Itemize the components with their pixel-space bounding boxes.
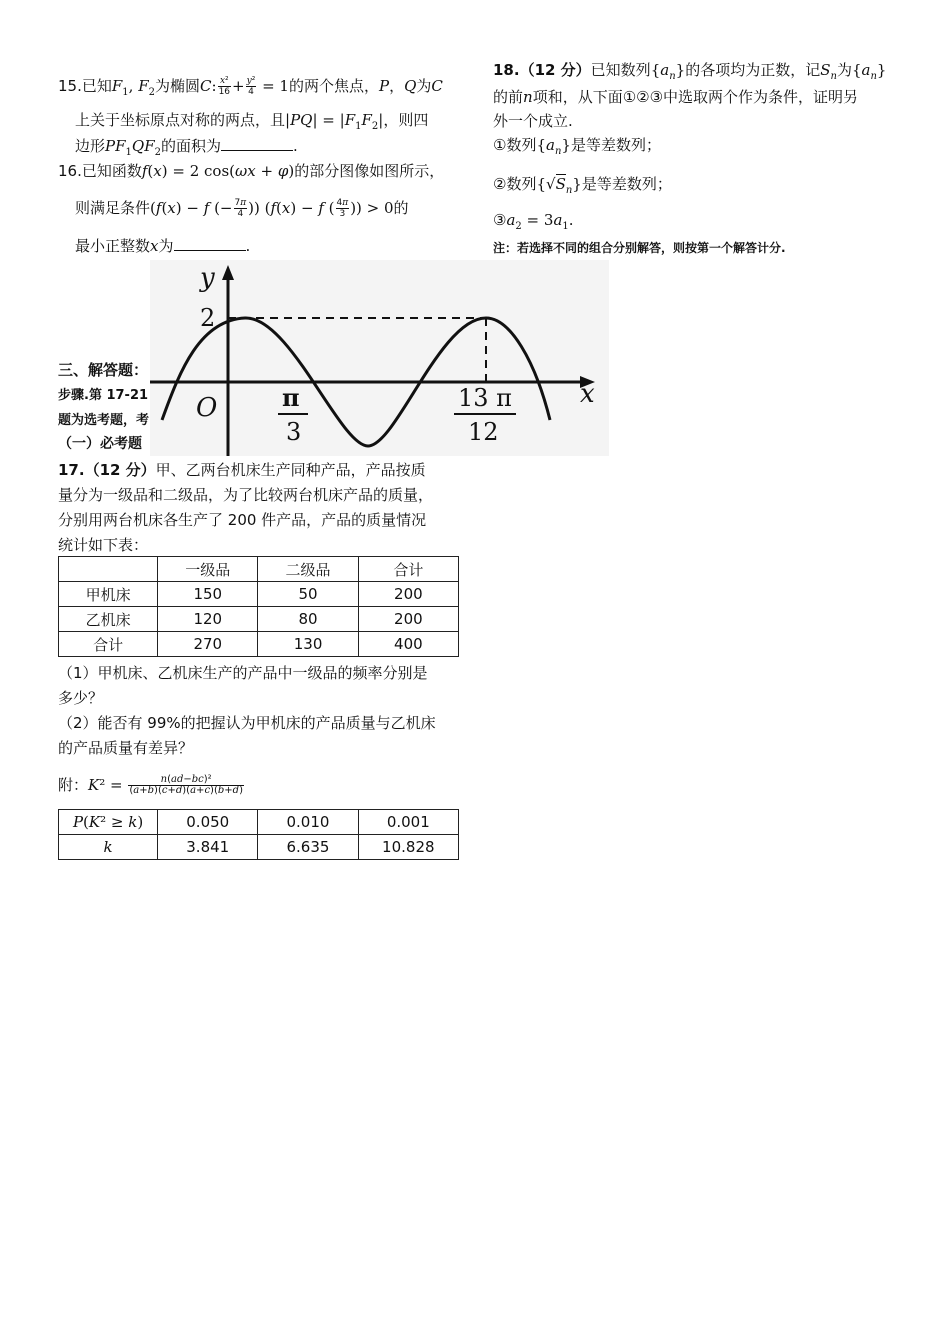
q18-note: 注：若选择不同的组合分别解答，则按第一个解答计分. <box>493 241 786 255</box>
q17-line4: 统计如下表： <box>58 536 149 554</box>
tick2-numerator: 13 π <box>458 384 512 412</box>
tick1-denominator: 3 <box>286 418 302 446</box>
table-row: k 3.841 6.635 10.828 <box>59 835 459 860</box>
y-axis-arrow <box>222 265 234 280</box>
q18-line1: 18.（12 分）已知数列$\{a_n\}$的各项均为正数，记$S_n$为$\{a_n\}$ <box>493 61 887 82</box>
section-sub: （一）必考题 <box>58 436 142 452</box>
q17-part1b: 多少？ <box>58 689 104 707</box>
q15-line2: 上关于坐标原点对称的两点，且$|PQ| = |F_1F_2|$，则四 <box>75 111 429 132</box>
q17-line1: 17.（12 分）甲、乙两台机床生产同种产品，产品按质 <box>58 461 426 479</box>
q15-text: 为椭圆 <box>155 77 201 95</box>
q18-option2: ②数列$\{√S_n\}$是等差数列； <box>493 175 672 196</box>
q15-text: 为 <box>416 77 432 95</box>
q17-line2: 量分为一级品和二级品，为了比较两台机床产品的质量， <box>58 486 434 504</box>
section-line3: 题为选考题，考 <box>58 413 150 428</box>
q15-text: 15.已知 <box>58 77 112 95</box>
x-axis-label: x <box>580 379 595 409</box>
q15-text: 的两个焦点， <box>288 77 379 95</box>
section-title: 三、解答题： <box>58 361 149 379</box>
table-row: P(K² ≥ k) 0.050 0.010 0.001 <box>59 810 459 835</box>
q18-line2: 的前n项和，从下面①②③中选取两个作为条件，证明另 <box>493 88 859 106</box>
table-row: 乙机床 120 80 200 <box>59 607 459 632</box>
q17-part2a: （2）能否有 99%的把握认为甲机床的产品质量与乙机床 <box>58 714 436 732</box>
q17-part2b: 的产品质量有差异？ <box>58 739 194 757</box>
quality-table <box>58 556 459 657</box>
q16-line3: 最小正整数x为 . <box>75 237 251 255</box>
q17-line3: 分别用两台机床各生产了 200 件产品，产品的质量情况 <box>58 511 427 529</box>
tick2-denominator: 12 <box>468 418 499 446</box>
critical-value-table <box>58 809 459 860</box>
q18-line3: 外一个成立. <box>493 112 573 130</box>
y-axis-label: y <box>200 263 215 293</box>
answer-blank[interactable] <box>221 136 293 151</box>
q18-option3: $③a_2 = 3a_1$. <box>493 211 574 232</box>
answer-blank[interactable] <box>174 236 246 251</box>
table-header-row: 一级品 二级品 合计 <box>59 557 459 582</box>
tick1-numerator: π <box>282 383 300 412</box>
q15-line3: 边形$PF_1QF_2$的面积为 . <box>75 137 298 158</box>
k2-formula: 附：K² = $\frac{\text{n(ad−bc)²}}{(a+b)(c+d)(a+c)(b+d)}$ <box>58 774 243 796</box>
y-tick-label: 2 <box>200 304 216 332</box>
cosine-graph-figure <box>150 260 609 456</box>
q16-line2: 则满足条件(f(x) − f (− $\frac{7\pi}{4}$ )) (f(x) − f ( $\frac{4\pi}{3}$ )) > 0的 <box>75 198 409 219</box>
q16-line1: 16.已知函数f(x) = 2 cos(ωx + φ)的部分图像如图所示， <box>58 162 445 180</box>
origin-label: O <box>196 393 218 423</box>
q17-part1a: （1）甲机床、乙机床生产的产品中一级品的频率分别是 <box>58 664 428 682</box>
section-line2: 步骤.第 17-21 <box>58 388 149 403</box>
table-row: 甲机床 150 50 200 <box>59 582 459 607</box>
table-row: 合计 270 130 400 <box>59 632 459 657</box>
q15-line1: 15.已知$F_1$, $F_2$为椭圆C: $\frac{\text{x²}}{16}$ + $\frac{\text{y²}}{4}$ = 1的两个焦点，P，Q为C <box>58 76 443 98</box>
q18-option1: ①数列$\{a_n\}$是等差数列； <box>493 136 661 157</box>
